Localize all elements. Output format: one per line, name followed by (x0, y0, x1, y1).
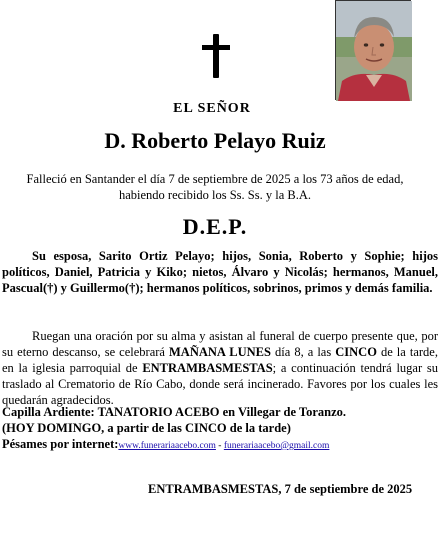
funeral-text-4: ; a continuación tendrá lugar su traslado al Crematorio de Río Cabo, donde será incinerado. Favores por los cuales les quedarán agradecidos. (2, 361, 438, 407)
family-paragraph (2, 248, 438, 296)
title-prefix: EL SEÑOR (173, 101, 251, 116)
email-link[interactable]: funerariaacebo@gmail.com (223, 441, 330, 451)
chapel-hours: (HOY DOMINGO, a partir de las CINCO de la tarde) (2, 421, 291, 435)
death-notice (0, 171, 430, 203)
website-link[interactable]: www.funerariaacebo.com (118, 441, 216, 451)
death-notice-line-2: habiendo recibido los Ss. Ss. y la B.A. (118, 188, 311, 202)
funeral-hour: CINCO (335, 345, 377, 359)
funeral-day: MAÑANA LUNES (169, 345, 271, 359)
funeral-text-2: día 8, a las (270, 345, 336, 359)
funeral-text-3: de la tarde, en la iglesia parroquial de (2, 345, 438, 375)
chapel-info: Capilla Ardiente: TANATORIO ACEBO en Villegar de Toranzo. (2, 405, 347, 419)
condolences-label: Pésames por internet: (2, 437, 119, 451)
funeral-place: ENTRAMBASMESTAS (142, 361, 273, 375)
deceased-name: D. Roberto Pelayo Ruiz (104, 128, 326, 153)
funeral-paragraph (2, 328, 438, 408)
signature-line: ENTRAMBASMESTAS, 7 de septiembre de 2025 (148, 482, 413, 496)
link-separator: - (215, 441, 224, 451)
death-notice-line-1: Falleció en Santander el día 7 de septiembre de 2025 a los 73 años de edad, (26, 172, 404, 186)
deceased-photo (335, 0, 411, 100)
latin-cross-icon (199, 34, 235, 80)
dep-heading: D.E.P. (182, 214, 248, 239)
family-text: Su esposa, Sarito Ortiz Pelayo; hijos, Sonia, Roberto y Sophie; hijos políticos, Daniel, Patricia y Kiko; nietos, Álvaro y Nicolás; hermanos, Manuel, Pascual(†) y Guillermo(†); hermanos políticos, sobrinos, primos y demás familia. (2, 249, 438, 295)
condolences-line (2, 436, 329, 454)
funeral-text-1: Ruegan una oración por su alma y asistan al funeral de cuerpo presente que, por su eterno descanso, se celebrará (2, 329, 438, 359)
